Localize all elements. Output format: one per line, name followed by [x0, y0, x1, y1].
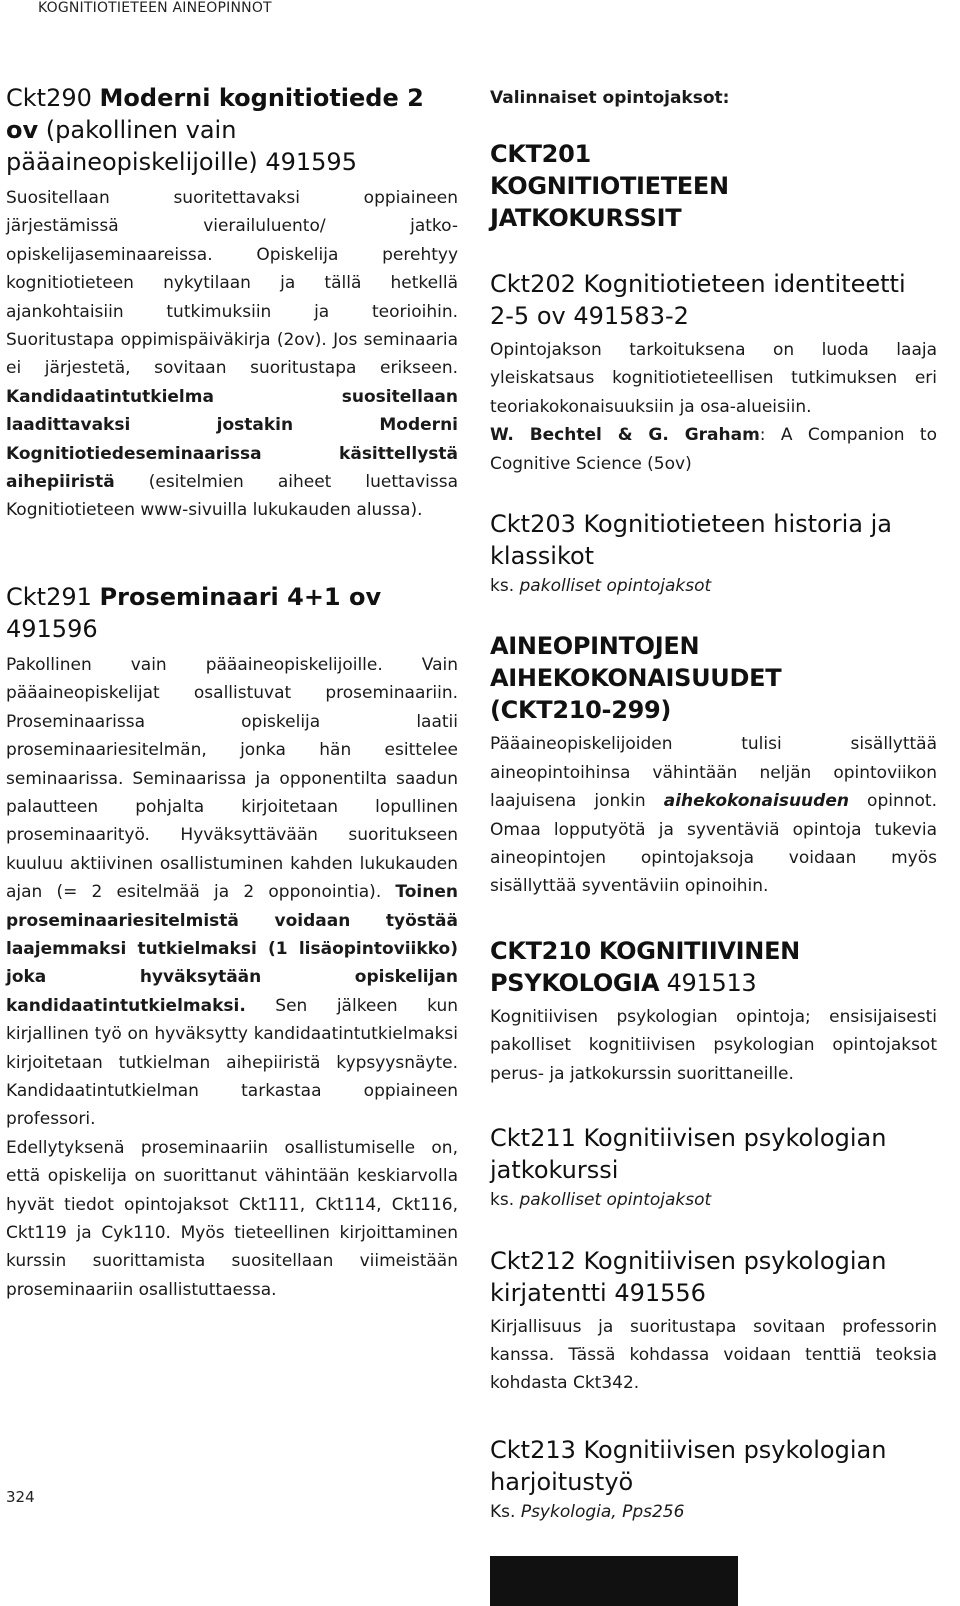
course-ckt201-title: CKT201 KOGNITIOTIETEEN JATKOKURSSIT — [490, 140, 729, 232]
course-ckt202 — [490, 268, 937, 478]
course-ckt291 — [6, 581, 458, 1304]
course-ckt290-description: Suositellaan suoritettavaksi oppiaineen järjestämissä vierailuluento/ jatko-opiskelijaseminaareissa. Opiskelija perehtyy kognitiotieteen nykytilaan ja tällä hetkellä ajankohtaisiin tutkimuksiin ja teorioihin. Suoritustapa oppimispäiväkirja (2ov). Jos seminaaria ei järjestetä, sovitaan suoritustapa erikseen. Kandidaatintutkielma suositellaan laadittavaksi jostakin Moderni Kognitiotiedeseminaarissa käsittellystä aihepiiristä (esitelmien aiheet luettavissa Kognitiotieteen www-sivuilla lukukauden alussa). — [6, 188, 458, 521]
optional-courses-label: Valinnaiset opintojaksot: — [490, 88, 730, 108]
section-aihekokonaisuudet-description: Pääaineopiskelijoiden tulisi sisällyttää aineopintoihinsa vähintään neljän opintoviikon laajuisena jonkin aihekokonaisuuden opinnot. Omaa lopputyötä ja syventäviä opintoja tukevia aineopintojen opintojaksoja voidaan myös sisällyttää syventäviin opinoihin. — [490, 734, 937, 897]
course-extra: (pakollinen vain pääaineopiskelijoille) 491595 — [6, 116, 357, 176]
course-ckt213-see: Ks. Psykologia, Pps256 — [490, 1501, 685, 1522]
course-ckt201 — [490, 138, 937, 234]
course-ckt202-description: Opintojakson tarkoituksena on luoda laaja yleiskatsaus kognitiotieteellisen tutkimuksen eri teoriakokonaisuuksiin ja osa-alueisiin. — [490, 340, 937, 417]
course-ckt211-title: Ckt211 Kognitiivisen psykologian jatkokurssi — [490, 1124, 887, 1185]
course-ckt213 — [490, 1434, 937, 1526]
course-ckt203-title: Ckt203 Kognitiotieteen historia ja klassikot — [490, 510, 892, 571]
course-ckt211-see: ks. pakolliset opintojaksot — [490, 1190, 712, 1211]
course-ckt203-see: ks. pakolliset opintojaksot — [490, 576, 712, 597]
course-ckt291-description: Pakollinen vain pääaineopiskelijoille. Vain pääaineopiskelijat osallistuvat proseminaariin. Proseminaarissa opiskelija laatii proseminaariesitelmän, jonka hän esittelee seminaarissa. Seminaarissa ja opponentilta saadun palautteen pohjalta kirjoitetaan lopullinen proseminaarityö. Hyväksyttävään suoritukseen kuuluu aktiivinen osallistuminen kahden lukukauden ajan (= 2 esitelmää ja 2 opponointia). Toinen proseminaariesitelmistä voidaan työstää laajemmaksi tutkielmaksi (1 lisäopintoviikko) joka hyväksytään opiskelijan kandidaatintutkielmaksi. Sen jälkeen kun kirjallinen työ on hyväksytty kandidaatintutkielmaksi kirjoitetaan tutkielman aihepiiristä kypsyysnäyte. Kandidaatintutkielman tarkastaa oppiaineen professori. — [6, 654, 458, 1130]
course-ckt291-prerequisites: Edellytyksenä proseminaariin osallistumiselle on, että opiskelija on suorittanut vähintään keskiarvolla hyvät tiedot opintojaksot Ckt111, Ckt114, Ckt116, Ckt119 ja Cyk110. Myös tieteellinen kirjoittaminen kurssin suorittamista suositellaan viimeistään proseminaariin osallistuttaessa. — [6, 1137, 458, 1300]
footer-black-bar — [490, 1556, 738, 1606]
right-column — [490, 82, 937, 1558]
course-ckt212-title: Ckt212 Kognitiivisen psykologian kirjatentti 491556 — [490, 1246, 887, 1307]
course-ckt290 — [6, 82, 458, 525]
left-column — [6, 82, 458, 1336]
course-ckt211 — [490, 1122, 937, 1214]
running-header: KOGNITIOTIETEEN AINEOPINNOT — [38, 0, 272, 16]
course-ckt210-title: CKT210 KOGNITIIVINEN PSYKOLOGIA 491513 — [490, 936, 800, 997]
course-code: Ckt290 — [6, 84, 100, 112]
course-name: Moderni kognitiotiede 2 ov — [6, 84, 424, 144]
course-ckt213-title: Ckt213 Kognitiivisen psykologian harjoitustyö — [490, 1435, 887, 1496]
section-aihekokonaisuudet-title: AINEOPINTOJEN AIHEKOKONAISUUDET (CKT210-299) — [490, 632, 782, 725]
course-ckt291-title: Ckt291 Proseminaari 4+1 ov 491596 — [6, 582, 382, 643]
course-ckt212-description: Kirjallisuus ja suoritustapa sovitaan professorin kanssa. Tässä kohdassa voidaan tenttiä teoksia kohdasta Ckt342. — [490, 1316, 937, 1394]
course-ckt290-title — [6, 82, 458, 178]
page-number: 324 — [6, 1488, 35, 1506]
course-ckt202-title: Ckt202 Kognitiotieteen identiteetti 2-5 ov 491583-2 — [490, 270, 906, 330]
course-ckt212 — [490, 1245, 937, 1398]
course-ckt210-description: Kognitiivisen psykologian opintoja; ensisijaisesti pakolliset kognitiivisen psykologian opintojaksot perus- ja jatkokurssin suorittaneille. — [490, 1006, 937, 1084]
course-ckt203 — [490, 508, 937, 600]
course-ckt202-reference: W. Bechtel & G. Graham: A Companion to Cognitive Science (5ov) — [490, 425, 937, 474]
course-ckt210 — [490, 935, 937, 1088]
section-aihekokonaisuudet — [490, 630, 937, 900]
